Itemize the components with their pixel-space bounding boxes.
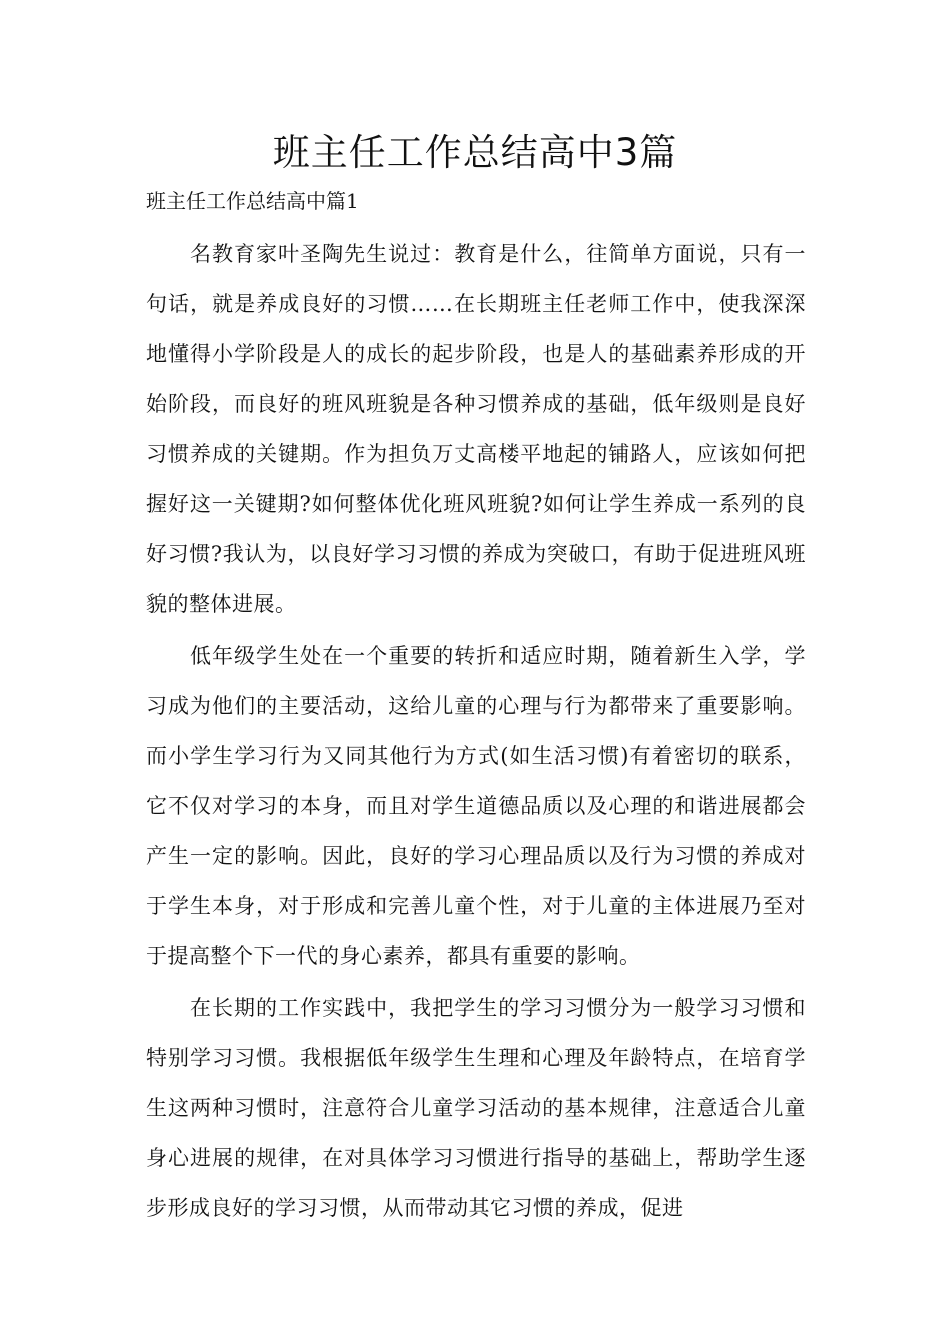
document-title: 班主任工作总结高中3篇 — [272, 131, 678, 174]
paragraph-3: 在长期的工作实践中，我把学生的学习习惯分为一般学习习惯和特别学习习惯。我根据低年级学生生理和心理及年龄特点，在培育学生这两种习惯时，注意符合儿童学习活动的基本规律，注意适合儿童身心进展的规律，在对具体学习习惯进行指导的基础上，帮助学生逐步形成良好的学习习惯，从而带动其它习惯的养成，促进 — [146, 996, 806, 1220]
paragraph-1: 名教育家叶圣陶先生说过：教育是什么，往简单方面说，只有一句话，就是养成良好的习惯……在长期班主任老师工作中，使我深深地懂得小学阶段是人的成长的起步阶段，也是人的基础素养形成的开始阶段，而良好的班风班貌是各种习惯养成的基础，低年级则是良好习惯养成的关键期。作为担负万丈高楼平地起的铺路人，应该如何把握好这一关键期?如何整体优化班风班貌?如何让学生养成一系列的良好习惯?我认为，以良好学习习惯的养成为突破口，有助于促进班风班貌的整体进展。 — [146, 242, 806, 616]
document-body — [146, 229, 806, 1235]
paragraph-2: 低年级学生处在一个重要的转折和适应时期，随着新生入学，学习成为他们的主要活动，这给儿童的心理与行为都带来了重要影响。而小学生学习行为又同其他行为方式(如生活习惯)有着密切的联系，它不仅对学习的本身，而且对学生道德品质以及心理的和谐进展都会产生一定的影响。因此，良好的学习心理品质以及行为习惯的养成对于学生本身，对于形成和完善儿童个性，对于儿童的主体进展乃至对于提高整个下一代的身心素养，都具有重要的影响。 — [146, 644, 806, 968]
section-heading: 班主任工作总结高中篇1 — [146, 189, 359, 213]
